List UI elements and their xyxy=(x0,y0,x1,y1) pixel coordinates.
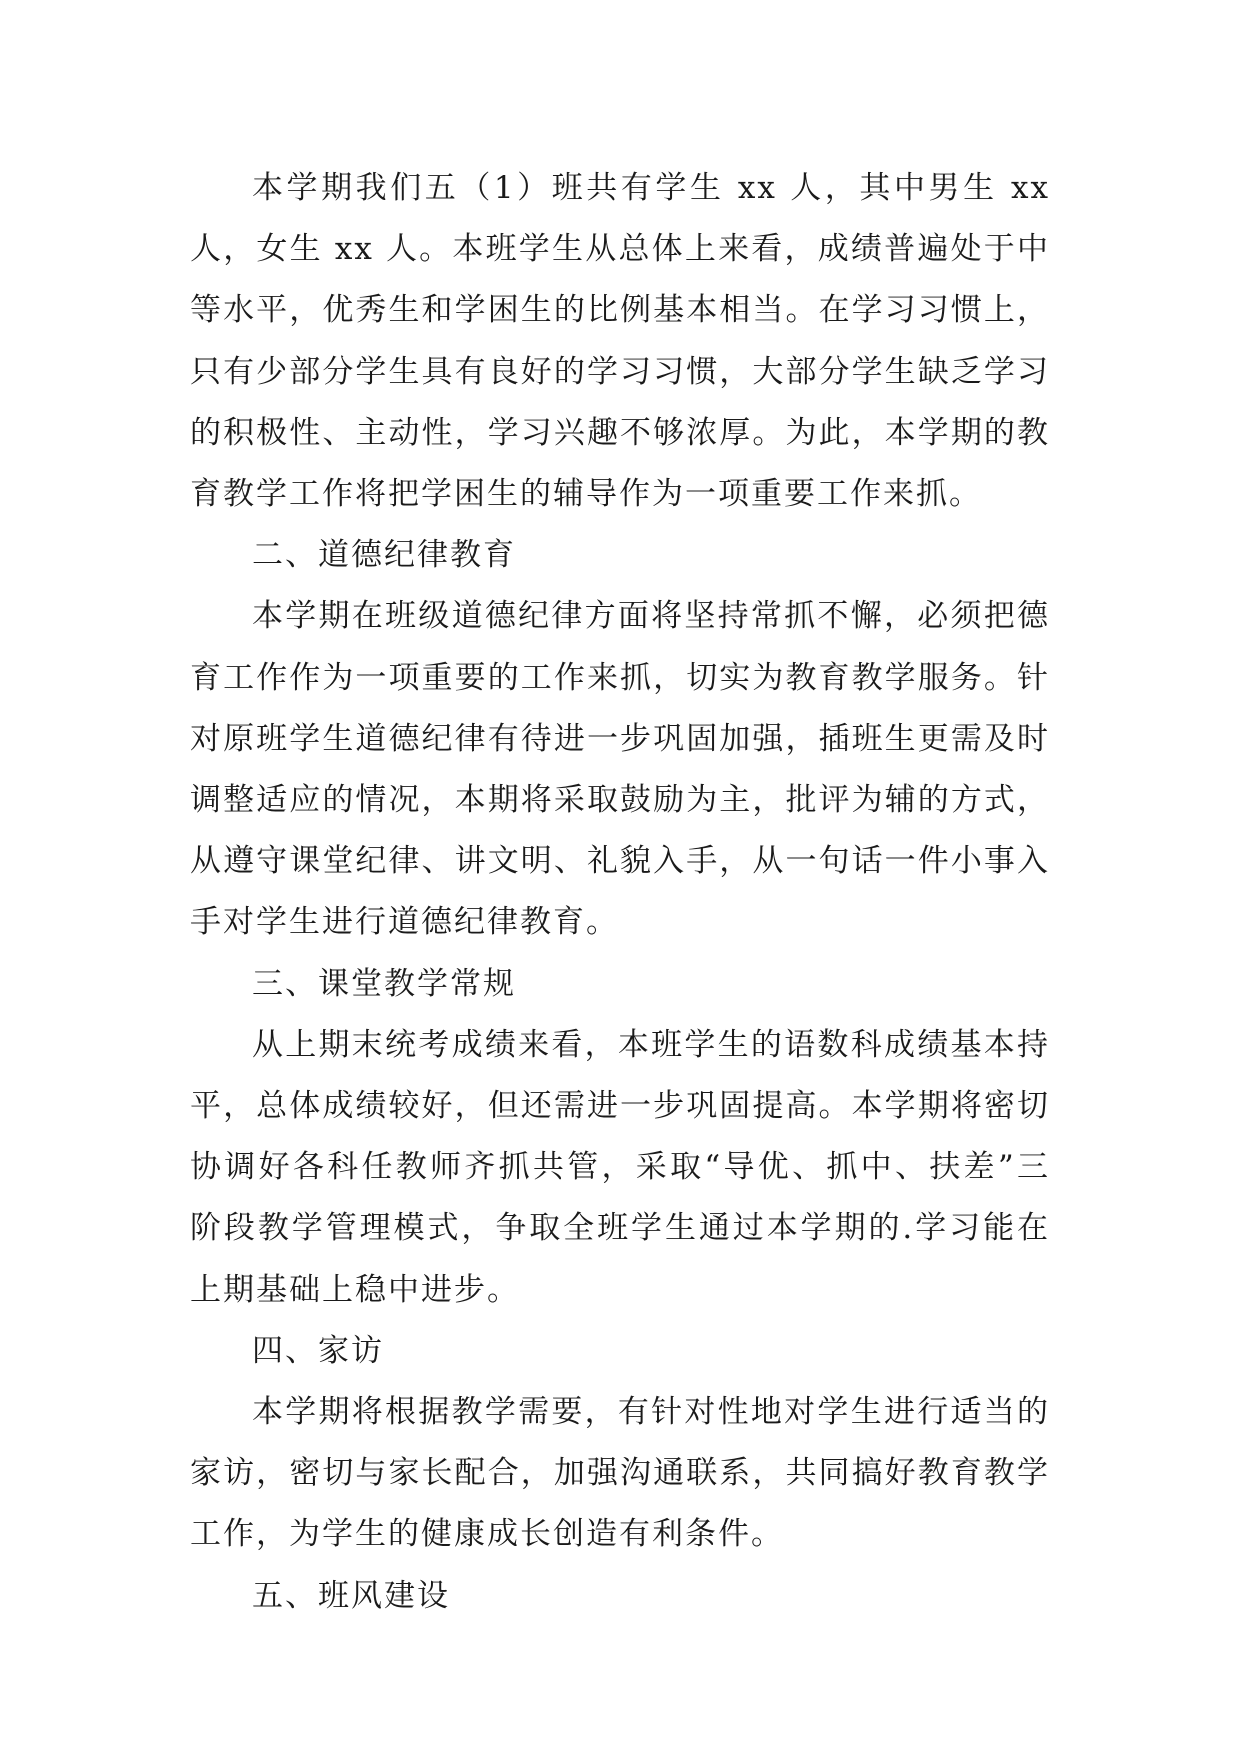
document-body xyxy=(190,158,1050,1627)
paragraph-classroom-routine: 从上期末统考成绩来看，本班学生的语数科成绩基本持平，总体成绩较好，但还需进一步巩固提高。本学期将密切协调好各科任教师齐抓共管，采取“导优、抓中、扶差”三阶段教学管理模式，争取全班学生通过本学期的.学习能在上期基础上稳中进步。 xyxy=(190,1026,1050,1308)
paragraph-moral-discipline: 本学期在班级道德纪律方面将坚持常抓不懈，必须把德育工作作为一项重要的工作来抓，切实为教育教学服务。针对原班学生道德纪律有待进一步巩固加强，插班生更需及时调整适应的情况，本期将采取鼓励为主，批评为辅的方式，从遵守课堂纪律、讲文明、礼貌入手，从一句话一件小事入手对学生进行道德纪律教育。 xyxy=(190,598,1050,941)
heading-home-visits: 四、家访 xyxy=(252,1332,384,1369)
paragraph-home-visits: 本学期将根据教学需要，有针对性地对学生进行适当的家访，密切与家长配合，加强沟通联系，共同搞好教育教学工作，为学生的健康成长创造有利条件。 xyxy=(190,1394,1050,1553)
paragraph-class-overview: 本学期我们五（1）班共有学生 xx 人，其中男生 xx 人，女生 xx 人。本班学生从总体上来看，成绩普遍处于中等水平，优秀生和学困生的比例基本相当。在学习习惯上，只有少部分学生具有良好的学习习惯，大部分学生缺乏学习的积极性、主动性，学习兴趣不够浓厚。为此，本学期的教育教学工作将把学困生的辅导作为一项重要工作来抓。 xyxy=(190,170,1050,513)
heading-moral-discipline: 二、道德纪律教育 xyxy=(252,537,516,574)
heading-classroom-routine: 三、课堂教学常规 xyxy=(252,965,516,1002)
heading-class-culture: 五、班风建设 xyxy=(252,1577,450,1614)
